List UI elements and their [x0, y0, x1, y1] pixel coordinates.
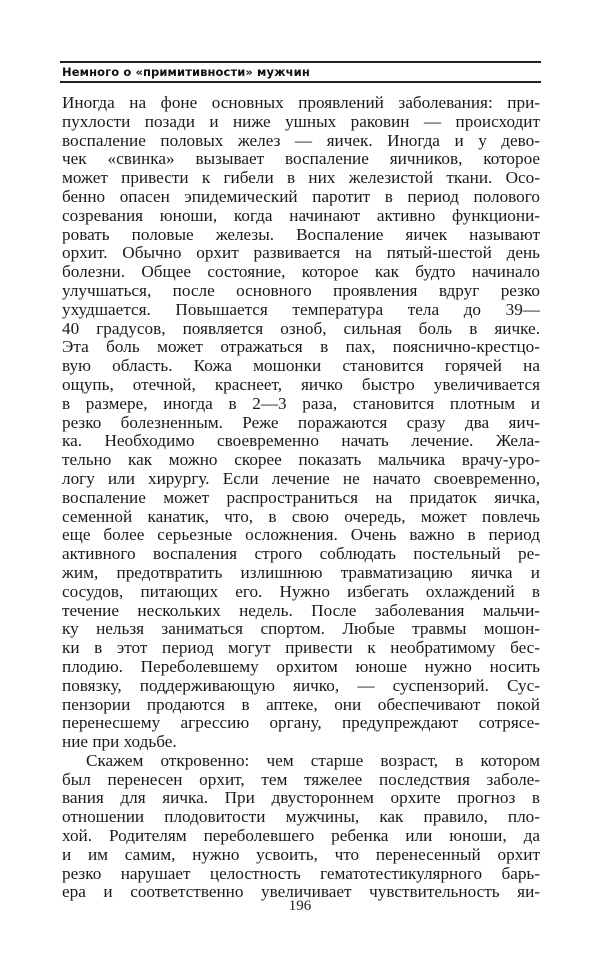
text-line: 40 градусов, появляется озноб, сильная боль в яичке.	[62, 318, 540, 338]
text-line: Скажем откровенно: чем старше возраст, в котором	[86, 750, 540, 770]
text-line: отношении плодовитости мужчины, как правило, пло-	[62, 807, 540, 827]
text-line: улучшаться, после основного проявления вдруг резко	[62, 280, 540, 300]
text-line: повязку, поддерживающую яичко, — суспензорий. Сус-	[62, 675, 540, 695]
page-number: 196	[288, 898, 312, 914]
text-line: воспаление может распространиться на придаток яичка,	[62, 487, 540, 507]
text-line: Эта боль может отражаться в пах, пояснично-крестцо-	[62, 337, 540, 357]
text-line: течение нескольких недель. После заболевания мальчи-	[62, 600, 540, 620]
text-line: ку нельзя заниматься спортом. Любые травмы мошон-	[62, 619, 540, 639]
text-line: в размере, иногда в 2—3 раза, становится плотным и	[62, 393, 540, 413]
text-line: семенной канатик, что, в свою очередь, может повлечь	[62, 506, 540, 526]
text-line: тельно как можно скорее показать мальчика врачу-уро-	[62, 450, 540, 470]
text-line: чек «свинка» вызывает воспаление яичников, которое	[62, 149, 540, 169]
text-line: и им самим, нужно усвоить, что перенесенный орхит	[62, 844, 540, 864]
text-line: пухлости позади и ниже ушных раковин — происходит	[62, 111, 540, 131]
running-header: Немного о «примитивности» мужчин	[62, 65, 310, 79]
text-line: бенно опасен эпидемический паротит в период полового	[62, 186, 540, 206]
text-line: может привести к гибели в них железистой ткани. Осо-	[62, 168, 540, 188]
text-line: активного воспаления строго соблюдать постельный ре-	[62, 544, 540, 564]
text-line: перенесшему агрессию органу, предупреждают сотрясе-	[62, 713, 540, 733]
text-line: ние при ходьбе.	[62, 732, 177, 752]
text-line: ки в этот период могут привести к необратимому бес-	[62, 638, 540, 658]
text-line: ухудшается. Повышается температура тела до 39—	[62, 299, 540, 319]
text-line: еще более серьезные осложнения. Очень важно в период	[62, 525, 540, 545]
text-line: резко болезненным. Реже поражаются сразу два яич-	[62, 412, 540, 432]
text-line: резко нарушает целостность гематотестикулярного барь-	[62, 863, 540, 883]
text-line: созревания юноши, когда начинают активно функциони-	[62, 205, 540, 225]
text-line: ера и соответственно увеличивает чувствительность яи-	[62, 882, 540, 902]
text-line: ровать половые железы. Воспаление яичек называют	[62, 224, 540, 244]
text-line: был перенесен орхит, тем тяжелее последствия заболе-	[62, 769, 540, 789]
text-line: пензории продаются в аптеке, они обеспечивают покой	[62, 694, 540, 714]
text-line: воспаление половых желез — яичек. Иногда и у дево-	[62, 130, 540, 150]
text-line: вую область. Кожа мошонки становится горячей на	[62, 356, 540, 376]
text-line: жим, предотвратить излишнюю травматизацию яичка и	[62, 562, 540, 582]
text-line: ка. Необходимо своевременно начать лечение. Жела-	[62, 431, 540, 451]
text-line: плодию. Переболевшему орхитом юноше нужно носить	[62, 656, 540, 676]
text-line: вания для яичка. При двустороннем орхите прогноз в	[62, 788, 540, 808]
text-line: сосудов, питающих его. Нужно избегать охлаждений в	[62, 581, 540, 601]
text-line: ощупь, отечной, краснеет, яичко быстро увеличивается	[62, 374, 540, 394]
header-bottom-rule	[60, 81, 541, 83]
text-line: болезни. Общее состояние, которое как будто начинало	[62, 262, 540, 282]
text-line: логу или хирургу. Если лечение не начато своевременно,	[62, 468, 540, 488]
text-line: Иногда на фоне основных проявлений заболевания: при-	[62, 93, 540, 112]
header-top-rule	[60, 61, 541, 63]
text-line: орхит. Обычно орхит развивается на пятый-шестой день	[62, 243, 540, 263]
text-line: хой. Родителям переболевшего ребенка или юноши, да	[62, 826, 540, 846]
body-text	[62, 94, 540, 902]
